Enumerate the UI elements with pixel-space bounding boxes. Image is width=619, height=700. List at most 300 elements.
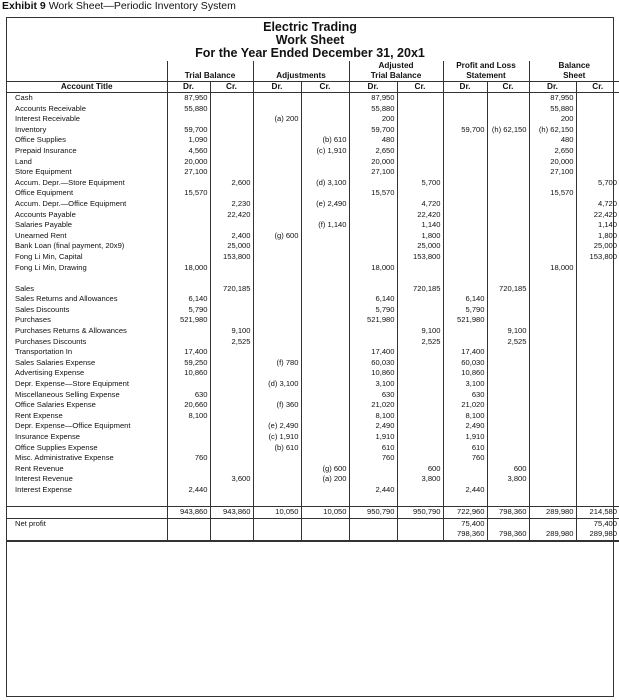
balance-sheet-dr xyxy=(529,252,576,263)
account-title: Fong Li Min, Capital xyxy=(15,251,83,261)
account-title: Land xyxy=(15,156,32,166)
balance-sheet-cr xyxy=(576,337,619,348)
trial-balance-cr xyxy=(210,125,253,136)
adjustments-dr xyxy=(253,390,301,401)
balance-sheet-cr xyxy=(576,315,619,326)
adjusted-cr: 1,140 xyxy=(397,220,443,231)
profit-loss-cr xyxy=(487,104,529,115)
adjusted-dr xyxy=(349,231,397,242)
adjustments-dr xyxy=(253,518,301,529)
balance-sheet-cr xyxy=(576,453,619,464)
table-row xyxy=(7,199,619,210)
profit-loss-cr xyxy=(487,241,529,252)
adjusted-dr: 18,000 xyxy=(349,263,397,274)
trial-balance-dr: 15,570 xyxy=(167,188,210,199)
adjustments-dr xyxy=(253,93,301,104)
balance-sheet-cr xyxy=(576,188,619,199)
adjusted-cr xyxy=(397,146,443,157)
adjustments-dr xyxy=(253,252,301,263)
adjustments-dr xyxy=(253,315,301,326)
trial-balance-cr: 2,230 xyxy=(210,199,253,210)
balance-sheet-cr xyxy=(576,146,619,157)
trial-balance-dr xyxy=(167,241,210,252)
balance-sheet-cr xyxy=(576,326,619,337)
adjusted-cr: 600 xyxy=(397,464,443,475)
account-title: Purchases Discounts xyxy=(15,336,87,346)
adjustments-cr xyxy=(301,529,349,541)
account-title xyxy=(7,273,167,284)
adjusted-dr xyxy=(349,273,397,284)
balance-sheet-cr: 75,400 xyxy=(576,518,619,529)
trial-balance-dr: 6,140 xyxy=(167,294,210,305)
adjustments-cr xyxy=(301,231,349,242)
adjustments-dr xyxy=(253,135,301,146)
adjustments-cr xyxy=(301,157,349,168)
table-row xyxy=(7,188,619,199)
balance-sheet-dr xyxy=(529,231,576,242)
adjusted-cr xyxy=(397,518,443,529)
trial-balance-dr xyxy=(167,114,210,125)
profit-loss-dr xyxy=(443,241,487,252)
profit-loss-cr xyxy=(487,252,529,263)
trial-balance-dr: 27,100 xyxy=(167,167,210,178)
account-title: Office Supplies Expense xyxy=(15,442,98,452)
adjusted-dr xyxy=(349,518,397,529)
adjustments-cr xyxy=(301,305,349,316)
profit-loss-dr: 8,100 xyxy=(443,411,487,422)
adjusted-dr: 6,140 xyxy=(349,294,397,305)
adjustments-cr xyxy=(301,104,349,115)
account-title: Rent Expense xyxy=(15,410,63,420)
worksheet-period: For the Year Ended December 31, 20x1 xyxy=(195,46,425,60)
table-row xyxy=(7,220,619,231)
adjustments-cr xyxy=(301,347,349,358)
profit-loss-dr: 6,140 xyxy=(443,294,487,305)
adjusted-dr: 5,790 xyxy=(349,305,397,316)
profit-loss-dr xyxy=(443,263,487,274)
profit-loss-cr xyxy=(487,379,529,390)
profit-loss-cr xyxy=(487,93,529,104)
trial-balance-cr xyxy=(210,273,253,284)
balance-sheet-cr xyxy=(576,104,619,115)
table-row xyxy=(7,443,619,454)
header-cr: Cr. xyxy=(397,82,443,93)
table-row xyxy=(7,284,619,295)
balance-sheet-dr xyxy=(529,464,576,475)
account-title: Office Equipment xyxy=(15,188,74,198)
adjustments-dr: (g) 600 xyxy=(253,231,301,242)
table-row xyxy=(7,146,619,157)
profit-loss-dr xyxy=(443,93,487,104)
profit-loss-dr xyxy=(443,188,487,199)
adjusted-cr xyxy=(397,294,443,305)
adjusted-dr: 8,100 xyxy=(349,411,397,422)
header-spacer xyxy=(7,71,167,82)
trial-balance-cr xyxy=(210,220,253,231)
header-group-adjustments xyxy=(253,61,349,71)
table-row xyxy=(7,432,619,443)
profit-loss-cr xyxy=(487,421,529,432)
balance-sheet-dr xyxy=(529,368,576,379)
profit-loss-dr xyxy=(443,146,487,157)
trial-balance-dr: 20,660 xyxy=(167,400,210,411)
account-title: Accounts Receivable xyxy=(15,103,86,113)
adjustments-cr: (e) 2,490 xyxy=(301,199,349,210)
adjusted-dr xyxy=(349,496,397,507)
trial-balance-cr xyxy=(210,146,253,157)
account-title: Accum. Depr.—Office Equipment xyxy=(15,198,127,208)
adjustments-cr xyxy=(301,443,349,454)
table-row xyxy=(7,231,619,242)
table-row xyxy=(7,358,619,369)
profit-loss-dr xyxy=(443,326,487,337)
balance-sheet-dr xyxy=(529,241,576,252)
adjustments-dr xyxy=(253,294,301,305)
adjustments-cr: (a) 200 xyxy=(301,474,349,485)
profit-loss-cr xyxy=(487,114,529,125)
adjusted-cr xyxy=(397,347,443,358)
header-adjustments: Adjustments xyxy=(253,71,349,82)
table-row xyxy=(7,326,619,337)
header-trial-balance: Trial Balance xyxy=(167,71,253,82)
adjusted-cr xyxy=(397,400,443,411)
profit-loss-cr: 720,185 xyxy=(487,284,529,295)
adjustments-dr xyxy=(253,326,301,337)
trial-balance-dr xyxy=(167,421,210,432)
adjusted-cr xyxy=(397,93,443,104)
profit-loss-cr xyxy=(487,432,529,443)
balance-sheet-cr xyxy=(576,294,619,305)
trial-balance-dr: 630 xyxy=(167,390,210,401)
adjustments-cr: (f) 1,140 xyxy=(301,220,349,231)
adjusted-dr: 10,860 xyxy=(349,368,397,379)
trial-balance-cr xyxy=(210,529,253,541)
trial-balance-dr: 59,250 xyxy=(167,358,210,369)
table-row xyxy=(7,294,619,305)
balance-sheet-cr xyxy=(576,464,619,475)
balance-sheet-dr xyxy=(529,411,576,422)
adjustments-cr xyxy=(301,167,349,178)
adjustments-dr xyxy=(253,474,301,485)
account-title: Cash xyxy=(15,93,33,102)
trial-balance-cr xyxy=(210,368,253,379)
adjusted-cr xyxy=(397,496,443,507)
adjustments-dr xyxy=(253,485,301,496)
adjustments-dr xyxy=(253,263,301,274)
balance-sheet-dr xyxy=(529,453,576,464)
exhibit-caption xyxy=(2,0,236,12)
trial-balance-cr xyxy=(210,390,253,401)
adjusted-dr: 20,000 xyxy=(349,157,397,168)
balance-sheet-dr: 480 xyxy=(529,135,576,146)
adjustments-dr xyxy=(253,453,301,464)
profit-loss-dr: 17,400 xyxy=(443,347,487,358)
balance-sheet-cr: 153,800 xyxy=(576,252,619,263)
profit-loss-dr: 521,980 xyxy=(443,315,487,326)
profit-loss-cr: 798,360 xyxy=(487,529,529,541)
balance-sheet-cr xyxy=(576,496,619,507)
trial-balance-dr xyxy=(167,210,210,221)
adjustments-cr xyxy=(301,496,349,507)
header-account-title: Account Title xyxy=(7,82,167,93)
profit-loss-cr: (h) 62,150 xyxy=(487,125,529,136)
profit-loss-cr: 798,360 xyxy=(487,507,529,519)
adjustments-dr: (e) 2,490 xyxy=(253,421,301,432)
profit-loss-dr: 3,100 xyxy=(443,379,487,390)
adjustments-cr xyxy=(301,93,349,104)
profit-loss-dr: 5,790 xyxy=(443,305,487,316)
account-title: Depr. Expense—Office Equipment xyxy=(15,421,131,431)
adjustments-cr xyxy=(301,114,349,125)
adjustments-dr xyxy=(253,411,301,422)
adjusted-dr: 2,650 xyxy=(349,146,397,157)
adjusted-cr xyxy=(397,379,443,390)
table-row xyxy=(7,421,619,432)
trial-balance-dr: 4,560 xyxy=(167,146,210,157)
adjusted-dr xyxy=(349,337,397,348)
adjustments-cr xyxy=(301,379,349,390)
header-adjusted-trial-balance: Trial Balance xyxy=(349,71,443,82)
adjusted-dr: 59,700 xyxy=(349,125,397,136)
profit-loss-dr: 10,860 xyxy=(443,368,487,379)
adjusted-cr xyxy=(397,453,443,464)
profit-loss-cr xyxy=(487,305,529,316)
adjustments-dr xyxy=(253,188,301,199)
balance-sheet-dr: 20,000 xyxy=(529,157,576,168)
trial-balance-cr: 2,525 xyxy=(210,337,253,348)
profit-loss-cr xyxy=(487,157,529,168)
trial-balance-dr: 59,700 xyxy=(167,125,210,136)
profit-loss-cr xyxy=(487,390,529,401)
adjusted-dr xyxy=(349,178,397,189)
header-group-balance: Balance xyxy=(529,61,619,71)
profit-loss-cr xyxy=(487,315,529,326)
adjustments-dr xyxy=(253,347,301,358)
balance-sheet-dr: 289,980 xyxy=(529,529,576,541)
profit-loss-dr xyxy=(443,474,487,485)
account-title: Fong Li Min, Drawing xyxy=(15,262,87,272)
table-row xyxy=(7,315,619,326)
balance-sheet-dr xyxy=(529,315,576,326)
balance-sheet-dr xyxy=(529,284,576,295)
trial-balance-dr: 8,100 xyxy=(167,411,210,422)
trial-balance-cr: 22,420 xyxy=(210,210,253,221)
trial-balance-cr xyxy=(210,315,253,326)
table-row xyxy=(7,241,619,252)
adjusted-dr: 1,910 xyxy=(349,432,397,443)
account-title: Misc. Administrative Expense xyxy=(15,453,114,463)
trial-balance-dr xyxy=(167,518,210,529)
worksheet-table xyxy=(7,61,619,542)
adjusted-cr: 1,800 xyxy=(397,231,443,242)
trial-balance-cr: 720,185 xyxy=(210,284,253,295)
balance-sheet-cr: 1,140 xyxy=(576,220,619,231)
adjusted-cr xyxy=(397,411,443,422)
balance-sheet-cr: 4,720 xyxy=(576,199,619,210)
balance-sheet-cr xyxy=(576,263,619,274)
adjustments-dr xyxy=(253,157,301,168)
balance-sheet-cr: 1,800 xyxy=(576,231,619,242)
adjustments-cr xyxy=(301,453,349,464)
worksheet-heading xyxy=(7,21,613,60)
adjustments-dr xyxy=(253,241,301,252)
trial-balance-dr: 943,860 xyxy=(167,507,210,519)
header-spacer xyxy=(7,61,167,71)
trial-balance-dr: 87,950 xyxy=(167,93,210,104)
adjusted-cr: 9,100 xyxy=(397,326,443,337)
account-title: Store Equipment xyxy=(15,167,72,177)
adjustments-dr xyxy=(253,496,301,507)
trial-balance-dr xyxy=(167,284,210,295)
trial-balance-cr xyxy=(210,443,253,454)
adjustments-cr xyxy=(301,485,349,496)
table-row xyxy=(7,347,619,358)
adjusted-cr: 5,700 xyxy=(397,178,443,189)
balance-sheet-cr xyxy=(576,400,619,411)
profit-loss-cr xyxy=(487,220,529,231)
profit-loss-cr xyxy=(487,518,529,529)
trial-balance-dr xyxy=(167,231,210,242)
trial-balance-dr xyxy=(167,220,210,231)
table-row xyxy=(7,252,619,263)
profit-loss-dr: 760 xyxy=(443,453,487,464)
adjustments-dr xyxy=(253,178,301,189)
trial-balance-cr: 943,860 xyxy=(210,507,253,519)
adjusted-dr xyxy=(349,284,397,295)
account-title: Sales Discounts xyxy=(15,304,70,314)
account-title xyxy=(7,529,167,541)
trial-balance-dr xyxy=(167,464,210,475)
adjusted-dr: 480 xyxy=(349,135,397,146)
profit-loss-dr xyxy=(443,231,487,242)
account-title: Office Supplies xyxy=(15,135,66,145)
exhibit-number: Exhibit 9 xyxy=(2,0,46,12)
worksheet-body xyxy=(7,93,619,541)
header-cr: Cr. xyxy=(210,82,253,93)
balance-sheet-cr xyxy=(576,411,619,422)
account-title xyxy=(7,496,167,507)
profit-loss-cr xyxy=(487,273,529,284)
adjustments-cr xyxy=(301,421,349,432)
trial-balance-dr: 20,000 xyxy=(167,157,210,168)
adjusted-cr xyxy=(397,368,443,379)
account-title: Interest Receivable xyxy=(15,114,81,124)
trial-balance-cr xyxy=(210,518,253,529)
profit-loss-dr: 630 xyxy=(443,390,487,401)
profit-loss-dr: 722,960 xyxy=(443,507,487,519)
trial-balance-dr xyxy=(167,432,210,443)
header-group-adjusted: Adjusted xyxy=(349,61,443,71)
account-title: Transportation In xyxy=(15,347,73,357)
table-row xyxy=(7,125,619,136)
profit-loss-dr xyxy=(443,199,487,210)
table-row xyxy=(7,157,619,168)
adjustments-dr xyxy=(253,210,301,221)
profit-loss-dr: 59,700 xyxy=(443,125,487,136)
balance-sheet-dr: (h) 62,150 xyxy=(529,125,576,136)
adjustments-cr xyxy=(301,210,349,221)
account-title xyxy=(7,507,167,519)
balance-sheet-dr xyxy=(529,210,576,221)
balance-sheet-dr xyxy=(529,485,576,496)
adjustments-cr xyxy=(301,284,349,295)
adjustments-cr xyxy=(301,252,349,263)
trial-balance-dr: 17,400 xyxy=(167,347,210,358)
adjusted-cr: 2,525 xyxy=(397,337,443,348)
adjusted-dr: 15,570 xyxy=(349,188,397,199)
worksheet-title: Work Sheet xyxy=(275,33,345,47)
adjustments-cr: 10,050 xyxy=(301,507,349,519)
trial-balance-cr xyxy=(210,157,253,168)
adjusted-dr xyxy=(349,326,397,337)
header-dr: Dr. xyxy=(167,82,210,93)
header-sheet: Sheet xyxy=(529,71,619,82)
balance-sheet-dr: 27,100 xyxy=(529,167,576,178)
profit-loss-cr xyxy=(487,210,529,221)
trial-balance-cr xyxy=(210,188,253,199)
balance-sheet-dr xyxy=(529,400,576,411)
adjusted-dr: 630 xyxy=(349,390,397,401)
header-cr: Cr. xyxy=(487,82,529,93)
trial-balance-cr xyxy=(210,104,253,115)
header-dr: Dr. xyxy=(349,82,397,93)
balance-sheet-dr xyxy=(529,518,576,529)
trial-balance-dr: 5,790 xyxy=(167,305,210,316)
adjustments-cr xyxy=(301,125,349,136)
trial-balance-cr: 9,100 xyxy=(210,326,253,337)
balance-sheet-dr xyxy=(529,273,576,284)
profit-loss-dr: 2,490 xyxy=(443,421,487,432)
table-row xyxy=(7,496,619,507)
trial-balance-cr: 25,000 xyxy=(210,241,253,252)
adjustments-dr xyxy=(253,368,301,379)
trial-balance-cr: 153,800 xyxy=(210,252,253,263)
trial-balance-dr xyxy=(167,529,210,541)
adjustments-cr xyxy=(301,368,349,379)
adjusted-dr xyxy=(349,474,397,485)
balance-sheet-dr xyxy=(529,305,576,316)
adjustments-cr xyxy=(301,188,349,199)
adjusted-dr: 60,030 xyxy=(349,358,397,369)
adjustments-cr: (d) 3,100 xyxy=(301,178,349,189)
balance-sheet-cr xyxy=(576,390,619,401)
balance-sheet-cr: 22,420 xyxy=(576,210,619,221)
adjusted-dr: 27,100 xyxy=(349,167,397,178)
balance-sheet-cr: 5,700 xyxy=(576,178,619,189)
adjustments-cr xyxy=(301,358,349,369)
trial-balance-cr: 2,400 xyxy=(210,231,253,242)
company-name: Electric Trading xyxy=(263,20,357,34)
adjustments-cr xyxy=(301,400,349,411)
exhibit-title: Work Sheet—Periodic Inventory System xyxy=(48,0,236,12)
adjustments-dr xyxy=(253,104,301,115)
adjustments-dr: (d) 3,100 xyxy=(253,379,301,390)
trial-balance-cr xyxy=(210,453,253,464)
adjusted-cr xyxy=(397,432,443,443)
table-row xyxy=(7,453,619,464)
adjusted-dr xyxy=(349,210,397,221)
balance-sheet-dr xyxy=(529,220,576,231)
trial-balance-dr: 2,440 xyxy=(167,485,210,496)
trial-balance-cr xyxy=(210,400,253,411)
trial-balance-dr xyxy=(167,252,210,263)
account-title: Inventory xyxy=(15,124,47,134)
profit-loss-cr xyxy=(487,146,529,157)
balance-sheet-dr xyxy=(529,496,576,507)
trial-balance-cr xyxy=(210,135,253,146)
adjustments-dr xyxy=(253,220,301,231)
adjusted-dr: 17,400 xyxy=(349,347,397,358)
